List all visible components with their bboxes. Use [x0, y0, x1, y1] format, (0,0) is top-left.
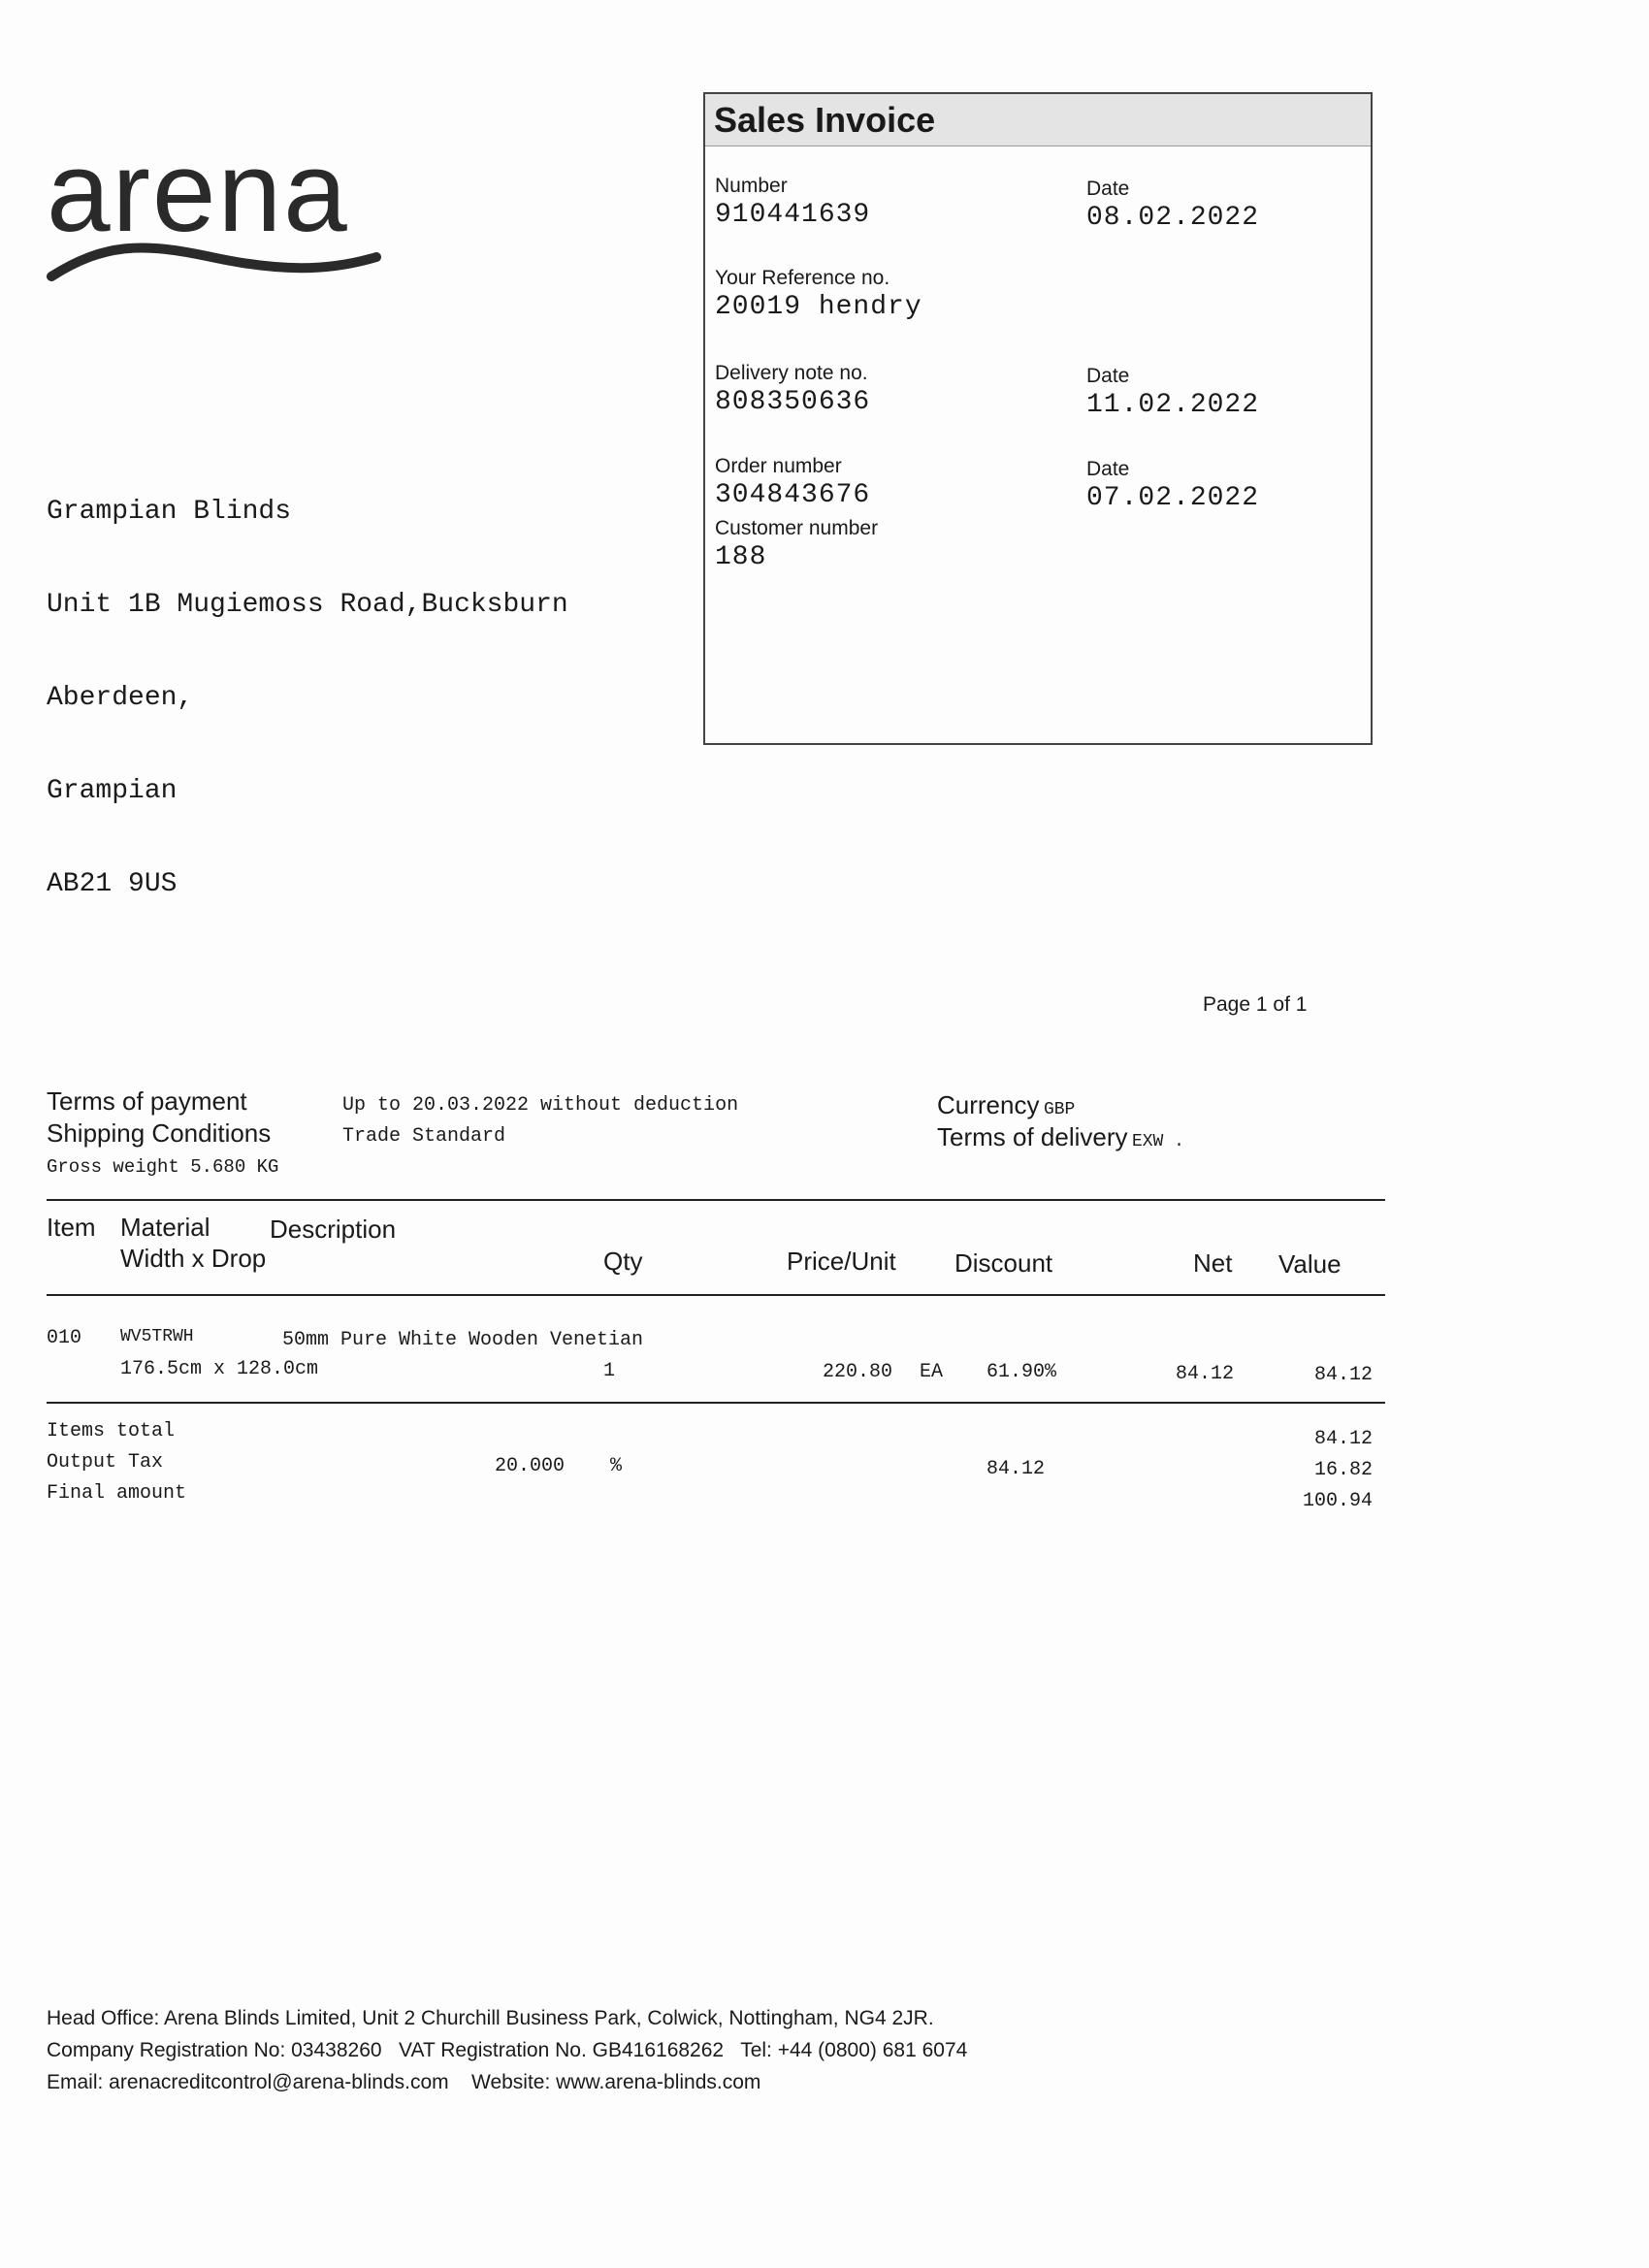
items-total: 84.12: [1313, 1428, 1373, 1450]
final-amount: 100.94: [1302, 1490, 1373, 1512]
order-date-label: Date: [1086, 458, 1130, 480]
terms-of-payment-label: Terms of payment: [47, 1086, 247, 1116]
items-total-label: Items total: [47, 1420, 176, 1442]
header-width-drop: Width x Drop: [120, 1244, 267, 1273]
tax-base: 84.12: [986, 1458, 1046, 1480]
delivery-note-number: 808350636: [715, 387, 871, 417]
address-line: Unit 1B Mugiemoss Road,Bucksburn: [47, 590, 568, 620]
delivery-date: 11.02.2022: [1086, 390, 1260, 420]
date-label: Date: [1086, 178, 1130, 200]
item-price: 220.80: [822, 1361, 892, 1383]
header-price-unit: Price/Unit: [787, 1247, 896, 1276]
divider: [47, 1402, 1385, 1404]
logo-text: arena: [47, 128, 349, 256]
currency-value: GBP: [1043, 1100, 1076, 1119]
customer-address: [47, 435, 568, 931]
item-qty: 1: [603, 1360, 616, 1382]
item-value: 84.12: [1313, 1364, 1373, 1386]
terms-of-delivery-label: Terms of delivery: [937, 1122, 1128, 1151]
customer-number: 188: [715, 542, 767, 572]
header-material: Material: [120, 1213, 210, 1242]
divider: [47, 1199, 1385, 1201]
order-date: 07.02.2022: [1086, 483, 1260, 513]
item-size: 176.5cm x 128.0cm: [120, 1358, 319, 1380]
terms-of-delivery: [937, 1122, 1184, 1152]
address-line: Grampian Blinds: [47, 497, 292, 527]
tax-rate: 20.000: [495, 1455, 566, 1477]
header-item: Item: [47, 1213, 96, 1242]
divider: [47, 1294, 1385, 1296]
invoice-title: Sales Invoice: [705, 94, 1371, 146]
page-number: Page 1 of 1: [1203, 993, 1308, 1016]
delivery-note-label: Delivery note no.: [715, 362, 868, 384]
item-discount: 61.90%: [986, 1361, 1057, 1383]
gross-weight: Gross weight 5.680 KG: [47, 1156, 279, 1178]
order-number: 304843676: [715, 480, 871, 510]
terms-of-payment: Up to 20.03.2022 without deduction: [342, 1094, 739, 1117]
address-line: AB21 9US: [47, 869, 178, 899]
number-label: Number: [715, 175, 788, 197]
order-number-label: Order number: [715, 455, 842, 477]
company-logo: [47, 126, 381, 286]
output-tax-label: Output Tax: [47, 1451, 164, 1474]
final-amount-label: Final amount: [47, 1482, 187, 1505]
invoice-info-box: [703, 92, 1373, 745]
header-description: Description: [270, 1215, 397, 1244]
footer-contact: Email: arenacreditcontrol@arena-blinds.com Website: www.arena-blinds.com: [47, 2071, 761, 2093]
wave-icon: [47, 228, 381, 286]
header-net: Net: [1193, 1248, 1233, 1278]
shipping-conditions-label: Shipping Conditions: [47, 1118, 272, 1148]
output-tax: 16.82: [1313, 1459, 1373, 1481]
item-number: 010: [47, 1327, 82, 1349]
header-qty: Qty: [603, 1247, 643, 1276]
shipping-conditions: Trade Standard: [342, 1125, 506, 1148]
item-net: 84.12: [1175, 1363, 1234, 1385]
invoice-date: 08.02.2022: [1086, 203, 1260, 233]
delivery-date-label: Date: [1086, 365, 1130, 387]
currency: [937, 1090, 1075, 1120]
address-line: Aberdeen,: [47, 683, 194, 713]
item-unit: EA: [920, 1361, 944, 1383]
address-line: Grampian: [47, 776, 178, 806]
your-reference-label: Your Reference no.: [715, 267, 890, 289]
material-code: WV5TRWH: [120, 1327, 194, 1346]
item-description: 50mm Pure White Wooden Venetian: [282, 1329, 644, 1351]
header-value: Value: [1278, 1249, 1342, 1279]
invoice-number: 910441639: [715, 200, 871, 230]
terms-of-delivery-value: EXW .: [1131, 1132, 1184, 1151]
header-discount: Discount: [954, 1248, 1053, 1278]
currency-label: Currency: [937, 1090, 1040, 1119]
footer-head-office: Head Office: Arena Blinds Limited, Unit 2 Churchill Business Park, Colwick, Nottingham, NG4 2JR.: [47, 2007, 934, 2029]
your-reference: 20019 hendry: [715, 292, 922, 322]
tax-percent: %: [610, 1455, 623, 1477]
footer-registration: Company Registration No: 03438260 VAT Registration No. GB416168262 Tel: +44 (0800) 681 6074: [47, 2039, 968, 2061]
customer-number-label: Customer number: [715, 517, 879, 539]
